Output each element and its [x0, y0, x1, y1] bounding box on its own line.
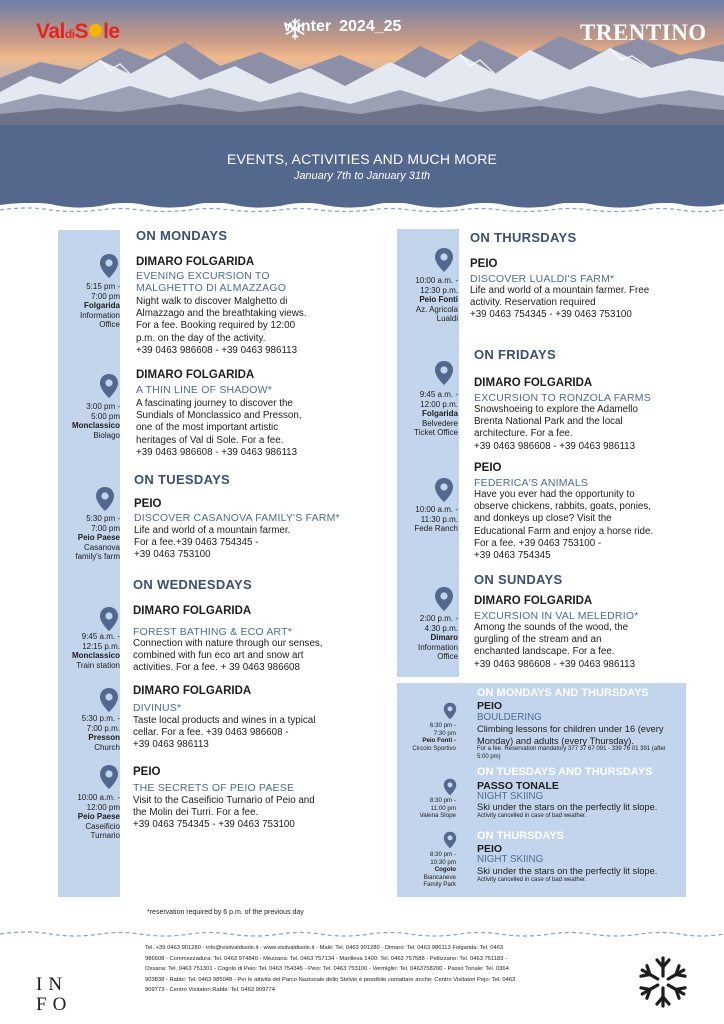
reservation-footnote: *reservation required by 6 p.m. of the previous day	[147, 909, 304, 916]
event-time: 2:00 p.m. - 4:30 p.m. Dimaro Information Office	[417, 614, 458, 661]
event-title: FOREST BATHING & ECO ART*	[133, 626, 293, 638]
box-heading: ON THURSDAYS	[477, 830, 564, 842]
event-description: Taste local products and wines in a typical cellar. For a fee. +39 0463 986608 - +39 0463 986113	[133, 715, 316, 751]
event-location: DIMARO FOLGARIDA	[133, 605, 252, 617]
event-description: Life and world of a mountain farmer. For a fee.+39 0463 754345 - +39 0463 753100	[134, 525, 291, 561]
event-time: 5:30 p.m. - 7:00 p.m. Presson Church	[81, 714, 120, 752]
event-location: DIMARO FOLGARIDA	[136, 256, 255, 268]
event-description: Snowshoeing to explore the Adamello Brenta National Park and the local architecture. For a fee. +39 0463 986608 - +39 0463 986113	[474, 404, 638, 452]
event-title: DIVINUS*	[133, 702, 182, 714]
location-pin-icon	[95, 486, 115, 512]
location-pin-icon	[99, 764, 119, 790]
location-pin-icon	[434, 247, 454, 273]
event-time: 10:00 a.m. - 12:00 pm Peio Paese Caseificio Turnario	[77, 793, 120, 840]
event-time: 10:00 a.m. - 12:30 p.m. Peio Fonti Az. Agricola Lualdi	[415, 276, 458, 323]
val-di-sole-logo: ValdiS le	[36, 20, 120, 43]
event-location: PEIO	[477, 843, 503, 855]
location-pin-icon	[434, 586, 454, 612]
heading-mondays: ON MONDAYS	[136, 228, 228, 243]
location-pin-icon	[434, 477, 454, 503]
event-description: Ski under the stars on the perfectly lit slope.	[477, 866, 658, 876]
event-time: 6:30 pm - 7:30 pm Peio Fonti - Circolo Sportivo	[412, 722, 456, 752]
event-location: PEIO	[474, 462, 502, 474]
event-title: EVENING EXCURSION TO MALGHETTO DI ALMAZZAGO	[136, 270, 287, 294]
heading-tuesdays: ON TUESDAYS	[134, 472, 231, 487]
event-title: DISCOVER LUALDI'S FARM*	[470, 273, 615, 285]
event-location: DIMARO FOLGARIDA	[136, 369, 255, 381]
event-location: PEIO	[134, 498, 162, 510]
event-title: FEDERICA'S ANIMALS	[474, 477, 589, 489]
event-time: 8:30 pm - 11:00 pm Valena Slope	[419, 797, 456, 819]
event-title: NIGHT SKIING	[477, 791, 544, 802]
location-pin-icon	[99, 606, 119, 632]
event-title: BOULDERING	[477, 712, 542, 723]
sun-icon	[89, 24, 102, 37]
event-time: 10:00 a.m. - 11:30 p.m. Fede Ranch	[414, 505, 458, 533]
event-title: NIGHT SKIING	[477, 854, 544, 865]
event-location: DIMARO FOLGARIDA	[474, 595, 593, 607]
heading-thursdays: ON THURSDAYS	[470, 230, 577, 245]
heading-fridays: ON FRIDAYS	[474, 347, 556, 362]
event-description: Life and world of a mountain farmer. Free activity. Reservation required +39 0463 754345 - +39 0463 753100	[470, 285, 650, 321]
box-heading: ON TUESDAYS AND THURSDAYS	[477, 766, 653, 778]
event-title: DISCOVER CASANOVA FAMILY'S FARM*	[134, 512, 340, 524]
event-description: Among the sounds of the wood, the gurgling of the stream and an enchanted landscape. For a fee. +39 0463 986608 - +39 0463 986113	[474, 622, 636, 670]
event-description: Night walk to discover Malghetto di Almazzago and the breathtaking views. For a fee. Booking required by 12:00 p.m. on the day of the activity. +39 0463 986608 - +39 0463 986113	[136, 296, 307, 356]
event-title: EXCURSION TO RONZOLA FARMS	[474, 392, 651, 404]
location-pin-icon	[99, 253, 119, 279]
event-location: PEIO	[133, 766, 161, 778]
location-pin-icon	[99, 373, 119, 399]
dashed-divider	[0, 928, 724, 940]
event-description: A fascinating journey to discover the Sundials of Monclassico and Presson, one of the most important artistic heritages of Val di Sole. For a fee. +39 0463 986608 - +39 0463 986113	[136, 398, 302, 458]
event-location: PASSO TONALE	[477, 780, 559, 792]
event-note: Activity cancelled in case of bad weather.	[477, 877, 587, 883]
location-pin-icon	[443, 702, 457, 720]
header-photo	[0, 0, 724, 125]
event-note: For a fee. Reservation mandatory 377 37 67 091 - 339 76 01 391 (after 5:00 pm)	[477, 746, 666, 760]
event-time: 8:30 pm - 10:30 pm Cogolo Biancaneve Family Park	[423, 851, 456, 888]
event-note: Activity cancelled in case of bad weather.	[477, 813, 587, 819]
title-banner	[0, 125, 724, 203]
event-time: 9:45 a.m. - 12:15 p.m. Monclassico Train station	[71, 632, 120, 670]
trentino-logo: TRENTINO	[580, 20, 707, 45]
box-heading: ON MONDAYS AND THURSDAYS	[477, 687, 649, 699]
page-subtitle: January 7th to January 31th	[293, 170, 431, 182]
event-title: THE SECRETS OF PEIO PAESE	[133, 782, 295, 794]
event-location: PEIO	[477, 700, 503, 712]
event-location: DIMARO FOLGARIDA	[474, 377, 593, 389]
snowflake-icon	[636, 955, 690, 1009]
event-location: DIMARO FOLGARIDA	[133, 685, 252, 697]
event-description: Have you ever had the opportunity to observe chickens, rabbits, goats, ponies, and donkeys up close? Visit the Educational Farm and enjoy a horse ride. For a fee. +39 0463 753100 - +39 0463 754345	[474, 489, 654, 562]
torn-edge	[0, 198, 724, 214]
page-title: EVENTS, ACTIVITIES AND MUCH MORE	[226, 151, 498, 167]
contact-info: Tel. +39 0463 901280 - info@visitvaldisole.it - www.visitvaldisole.it - Malè: Tel. 0463 901280 - Dimaro: Tel. 0463 986113 Folgarida: Tel. 0463 986608 - Commezzadura: Tel. 0463 974840 - Mezzana: Tel. 0463 757134 - Marilleva 1400: Tel. 0463 757588 - Pellizzano: Tel. 0463 751183 - Ossana: Tel. 0463 751301 - Cogolo di Peio: Tel. 0463 754345 - Peio: Tel. 0463 753100 - Vermiglio: Tel. 0463758200 - Passo Tonale: Tel. 0364 903838 - Rabbi: Tel. 0463 985048 - Per le attività del Parco Nazionale dello Stelvio è possibile contattare anche: Centro Visitatori Pejo: Tel. 0463 909773 - Centro Visitatori Rabbi: Tel. 0463 909774	[145, 945, 516, 993]
event-title: EXCURSION IN VAL MELEDRIO*	[474, 610, 639, 622]
event-description: Visit to the Caseificio Turnario of Peio and the Molin dei Turri. For a fee. +39 0463 754345 - +39 0463 753100	[133, 795, 315, 831]
event-time: 9:45 a.m. - 12:00 p.m. Folgarida Belvedere Ticket Office	[413, 390, 458, 437]
location-pin-icon	[443, 778, 457, 796]
heading-sundays: ON SUNDAYS	[474, 572, 563, 587]
event-description: Ski under the stars on the perfectly lit slope.	[477, 802, 658, 812]
heading-wednesdays: ON WEDNESDAYS	[133, 577, 252, 592]
info-logo: IN FO	[36, 974, 73, 1015]
event-time: 3:00 pm - 5:00 pm Monclassico Biolago	[71, 402, 120, 440]
event-time: 5:30 pm - 7:00 pm Peio Paese Casanova family's farm	[75, 514, 120, 561]
location-pin-icon	[99, 687, 119, 713]
event-location: PEIO	[470, 258, 498, 270]
event-title: A THIN LINE OF SHADOW*	[136, 384, 273, 396]
event-time: 5:15 pm - 7:00 pm Folgarida Information Office	[79, 282, 120, 329]
location-pin-icon	[443, 831, 457, 849]
event-description: Connection with nature through our senses, combined with fun eco art and snow art activities. For a fee. + 39 0463 986608	[133, 638, 323, 674]
location-pin-icon	[434, 360, 454, 386]
snowflake-icon	[284, 18, 306, 40]
event-description: Climbing lessons for children under 16 (every Monday) and adults (every Thursday).	[477, 724, 664, 746]
season-label: winter 2024_25	[284, 18, 401, 36]
